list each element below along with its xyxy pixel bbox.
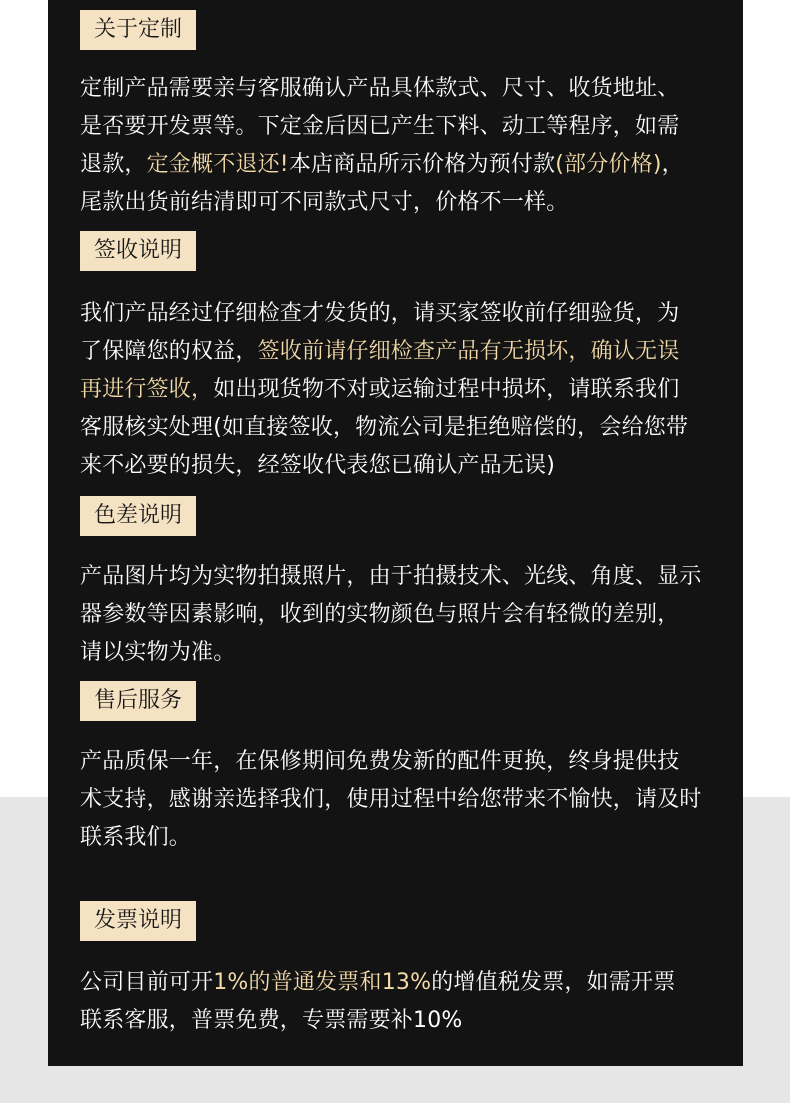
- text-line: 本店商品所示价格为预付款: [288, 152, 556, 177]
- text-line: 联系客服，普票免费，专票需要补10%: [80, 1008, 463, 1033]
- section-text-invoice: [80, 964, 732, 1040]
- text-line: 器参数等因素影响，收到的实物颜色与照片会有轻微的差别，: [80, 602, 680, 627]
- section-text-custom: [80, 70, 732, 222]
- text-line: 公司目前可开: [80, 970, 214, 995]
- highlight-text: (部分价格): [555, 152, 662, 177]
- section-title-color-difference: 色差说明: [80, 496, 196, 536]
- text-line: 请以实物为准。: [80, 640, 236, 665]
- section-text-color-difference: [80, 558, 732, 672]
- text-line: 术支持，感谢亲选择我们，使用过程中给您带来不愉快，请及时: [80, 787, 702, 812]
- text-line: 我们产品经过仔细检查才发货的，请买家签收前仔细验货，为: [80, 301, 680, 326]
- section-text-receipt: [80, 295, 732, 485]
- highlight-text: 再进行签收，: [80, 377, 214, 402]
- text-line: 了保障您的权益，: [80, 339, 258, 364]
- text-line: 联系我们。: [80, 825, 192, 850]
- section-title-custom: 关于定制: [80, 10, 196, 50]
- text-line: ，: [661, 152, 684, 177]
- text-line: 产品图片均为实物拍摄照片，由于拍摄技术、光线、角度、显示: [80, 564, 702, 589]
- text-line: 产品质保一年，在保修期间免费发新的配件更换，终身提供技: [80, 749, 680, 774]
- section-text-after-sales: [80, 743, 732, 857]
- text-line: 的增值税发票，如需开票: [431, 970, 676, 995]
- section-title-after-sales: 售后服务: [80, 681, 196, 721]
- text-line: 是否要开发票等。下定金后因已产生下料、动工等程序，如需: [80, 114, 680, 139]
- text-line: 客服核实处理(如直接签收，物流公司是拒绝赔偿的，会给您带: [80, 415, 689, 440]
- text-line: 定制产品需要亲与客服确认产品具体款式、尺寸、收货地址、: [80, 76, 680, 101]
- text-line: 如出现货物不对或运输过程中损坏，请联系我们: [213, 377, 680, 402]
- text-line: 退款，: [80, 152, 147, 177]
- section-title-invoice: 发票说明: [80, 901, 196, 941]
- text-line: 尾款出货前结清即可不同款式尺寸，价格不一样。: [80, 190, 569, 215]
- text-line: 来不必要的损失，经签收代表您已确认产品无误): [80, 453, 555, 478]
- highlight-text: 定金概不退还!: [146, 152, 289, 177]
- highlight-text: 1%的普通发票和13%: [213, 970, 432, 995]
- highlight-text: 签收前请仔细检查产品有无损坏，确认无误: [257, 339, 680, 364]
- section-title-receipt: 签收说明: [80, 231, 196, 271]
